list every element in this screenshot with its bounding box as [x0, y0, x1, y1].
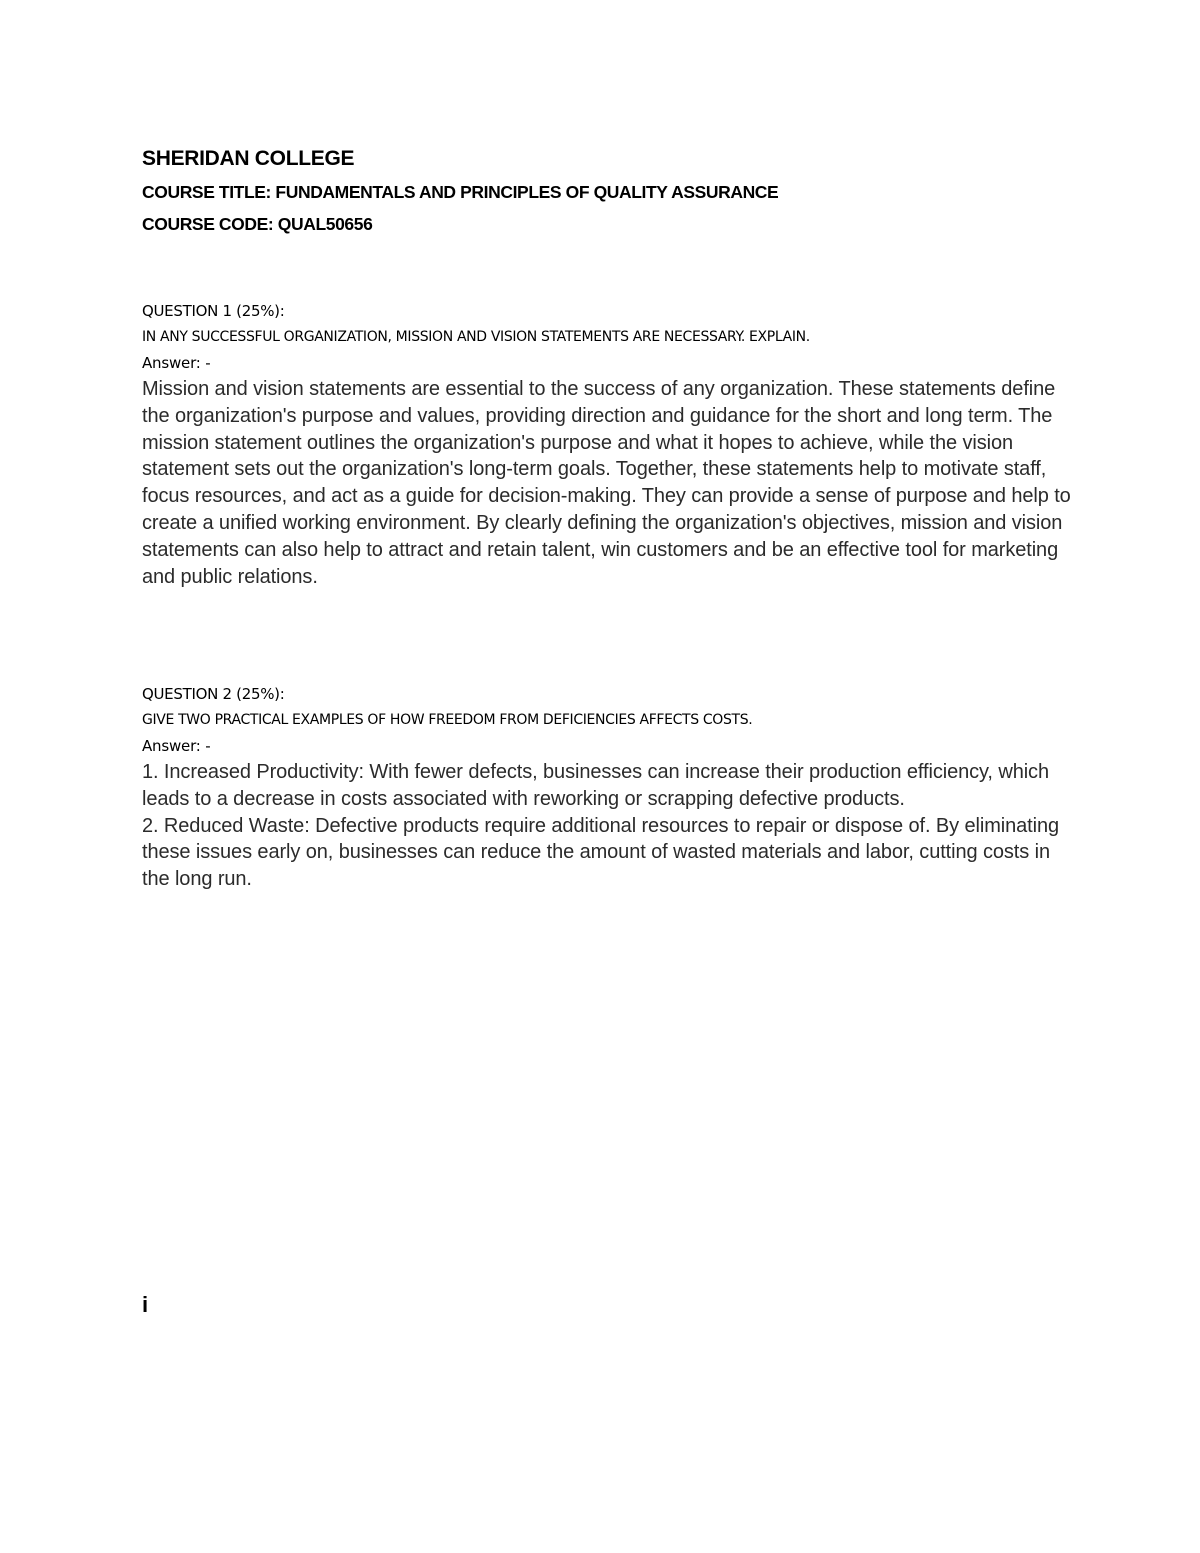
college-name: SHERIDAN COLLEGE	[142, 147, 355, 170]
question-2-section	[142, 681, 1082, 893]
question-text: GIVE TWO PRACTICAL EXAMPLES OF HOW FREEDOM FROM DEFICIENCIES AFFECTS COSTS.	[142, 712, 753, 728]
answer-paragraph: Mission and vision statements are essential to the success of any organization. These statements define the organization's purpose and values, providing direction and guidance for the short and long term. The mission statement outlines the organization's purpose and what it hopes to achieve, while the vision statement sets out the organization's long-term goals. Together, these statements help to motivate staff, focus resources, and act as a guide for decision-making. They can provide a sense of purpose and help to create a unified working environment. By clearly defining the organization's objectives, mission and vision statements can also help to attract and retain talent, win customers and be an effective tool for marketing and public relations.	[142, 378, 1071, 588]
stray-character: i	[142, 1292, 149, 1317]
answer-item-2: 2. Reduced Waste: Defective products require additional resources to repair or dispose of. By eliminating these issues early on, businesses can reduce the amount of wasted materials and labor, cutting costs in the long run.	[142, 814, 1060, 891]
course-code: COURSE CODE: QUAL50656	[142, 214, 373, 234]
answer-label: Answer: -	[142, 354, 211, 372]
question-label: QUESTION 2 (25%):	[142, 685, 285, 703]
question-1-section	[142, 298, 1082, 590]
answer-body	[142, 759, 1082, 893]
question-label: QUESTION 1 (25%):	[142, 302, 285, 320]
question-text: IN ANY SUCCESSFUL ORGANIZATION, MISSION AND VISION STATEMENTS ARE NECESSARY. EXPLAIN.	[142, 329, 810, 345]
answer-body	[142, 376, 1082, 590]
course-title: COURSE TITLE: FUNDAMENTALS AND PRINCIPLES OF QUALITY ASSURANCE	[142, 182, 779, 202]
document-header	[142, 142, 1082, 240]
answer-label: Answer: -	[142, 737, 211, 755]
answer-item-1: 1. Increased Productivity: With fewer defects, businesses can increase their production efficiency, which leads to a decrease in costs associated with reworking or scrapping defective products.	[142, 761, 1049, 810]
